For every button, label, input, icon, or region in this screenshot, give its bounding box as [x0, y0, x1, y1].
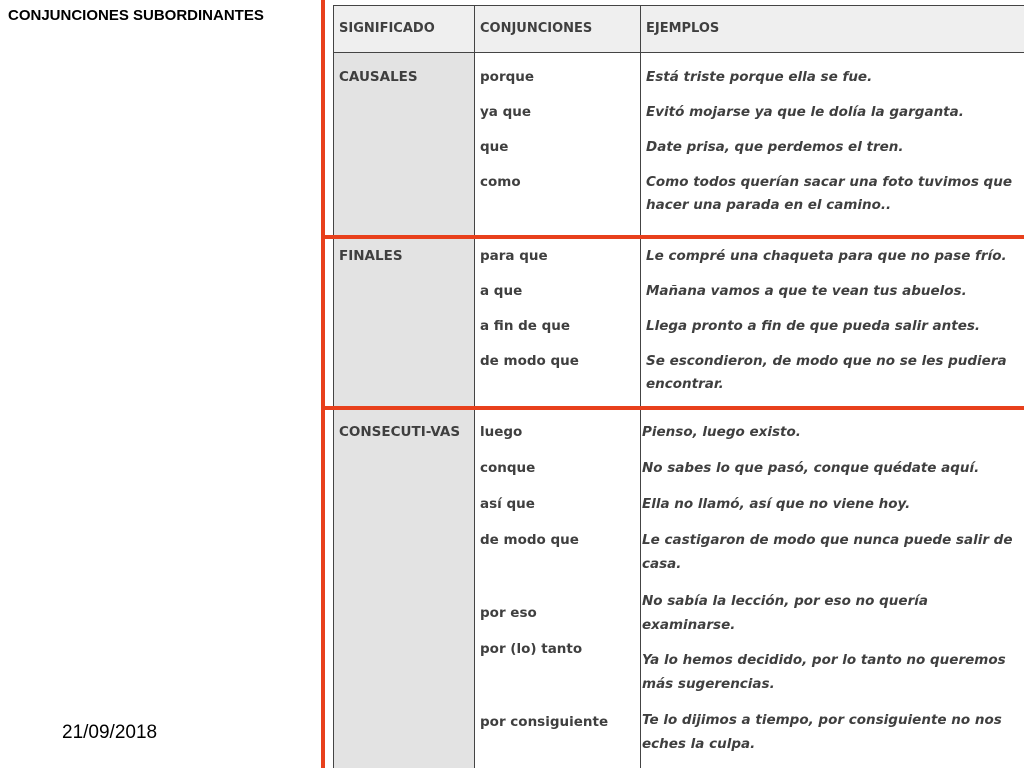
slide-date: 21/09/2018 [62, 722, 158, 743]
example-cell: Le castigaron de modo que nunca puede salir de [642, 532, 1013, 548]
example-cell: Ella no llamó, así que no viene hoy. [642, 496, 911, 512]
header-ejemplos: EJEMPLOS [646, 21, 720, 36]
example-cell-continued: casa. [642, 556, 682, 572]
example-cell: Evitó mojarse ya que le dolía la garganta. [646, 104, 964, 120]
red-group-separator [321, 406, 1024, 410]
example-cell: Llega pronto a fin de que pueda salir antes. [646, 318, 981, 334]
example-cell-continued: encontrar. [646, 376, 724, 392]
conjunction-cell: ya que [480, 104, 532, 120]
conjunction-cell: luego [480, 424, 523, 440]
example-cell: Le compré una chaqueta para que no pase frío. [646, 248, 1007, 264]
conjunction-cell: por (lo) tanto [480, 641, 583, 657]
group-label-finales: FINALES [339, 248, 403, 264]
example-cell: Se escondieron, de modo que no se les pudiera [646, 353, 1007, 369]
example-cell: Está triste porque ella se fue. [646, 69, 873, 85]
conjunction-cell: como [480, 174, 521, 190]
conjunction-cell: así que [480, 496, 535, 512]
conjunction-cell: por consiguiente [480, 714, 609, 730]
conjunction-cell: de modo que [480, 532, 579, 548]
example-cell: Mañana vamos a que te vean tus abuelos. [646, 283, 967, 299]
conjunction-cell: de modo que [480, 353, 579, 369]
example-cell: Date prisa, que perdemos el tren. [646, 139, 904, 155]
header-conjunciones: CONJUNCIONES [480, 21, 593, 36]
example-cell: No sabía la lección, por eso no quería [642, 593, 928, 609]
group-label-consecutivas: CONSECUTI-VAS [339, 424, 461, 440]
example-cell: Pienso, luego existo. [642, 424, 801, 440]
slide-title: CONJUNCIONES SUBORDINANTES [8, 7, 264, 24]
conjunction-cell: conque [480, 460, 536, 476]
conjunctions-table [333, 5, 1024, 768]
example-cell-continued: más sugerencias. [642, 676, 775, 692]
example-cell-continued: hacer una parada en el camino.. [646, 197, 892, 213]
conjunction-cell: porque [480, 69, 535, 85]
column-divider [474, 5, 475, 768]
example-cell-continued: examinarse. [642, 617, 736, 633]
conjunction-cell: por eso [480, 605, 537, 621]
group-label-causales: CAUSALES [339, 69, 418, 85]
example-cell: Como todos querían sacar una foto tuvimos que [646, 174, 1012, 190]
example-cell: No sabes lo que pasó, conque quédate aquí. [642, 460, 980, 476]
red-vertical-divider [321, 0, 325, 768]
conjunction-cell: a fin de que [480, 318, 571, 334]
example-cell: Te lo dijimos a tiempo, por consiguiente no nos [642, 712, 1002, 728]
conjunction-cell: que [480, 139, 509, 155]
example-cell: Ya lo hemos decidido, por lo tanto no queremos [642, 652, 1006, 668]
example-cell-continued: eches la culpa. [642, 736, 756, 752]
significado-column-bg [333, 5, 474, 768]
conjunction-cell: para que [480, 248, 548, 264]
column-divider [640, 5, 641, 768]
conjunction-cell: a que [480, 283, 523, 299]
red-group-separator [321, 235, 1024, 239]
header-significado: SIGNIFICADO [339, 21, 435, 36]
